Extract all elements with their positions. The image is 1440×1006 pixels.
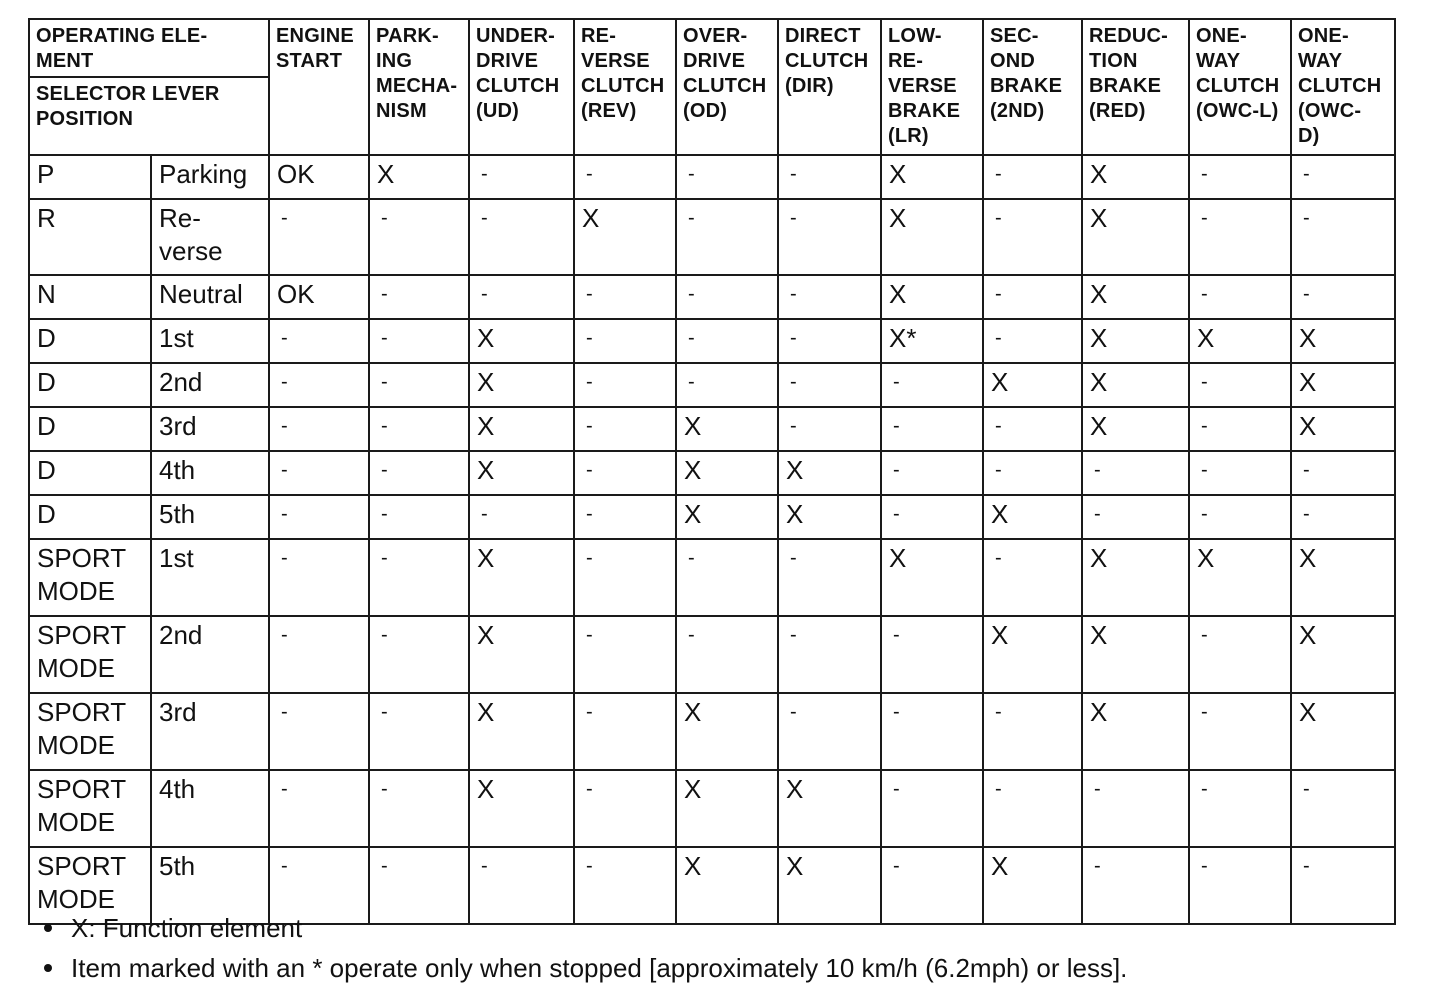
function-cell: - <box>1082 847 1189 924</box>
function-cell: - <box>676 616 778 693</box>
function-cell: X <box>983 495 1082 539</box>
function-cell: - <box>269 616 369 693</box>
function-cell: - <box>1189 495 1291 539</box>
selector-position-cell: SPORT MODE <box>29 616 151 693</box>
gear-cell: 1st <box>151 539 269 616</box>
function-cell: - <box>574 319 676 363</box>
function-cell: - <box>469 495 574 539</box>
col-header-reduction-brake: REDUC- TION BRAKE (RED) <box>1082 19 1189 155</box>
function-cell: - <box>881 451 983 495</box>
gear-cell: 5th <box>151 495 269 539</box>
col-header-low-reverse-brake: LOW- RE- VERSE BRAKE (LR) <box>881 19 983 155</box>
function-cell: - <box>269 319 369 363</box>
function-cell: X <box>778 495 881 539</box>
selector-position-cell: SPORT MODE <box>29 847 151 924</box>
bullet-icon <box>44 924 52 932</box>
function-cell: X <box>778 847 881 924</box>
function-cell: - <box>574 451 676 495</box>
function-cell: - <box>676 539 778 616</box>
function-cell: - <box>983 319 1082 363</box>
selector-position-cell: N <box>29 275 151 319</box>
function-cell: - <box>574 693 676 770</box>
function-cell: X <box>469 693 574 770</box>
function-cell: - <box>1082 495 1189 539</box>
table-row <box>29 407 1395 451</box>
function-cell: - <box>778 693 881 770</box>
operating-element-header: OPERATING ELE- MENT <box>29 19 269 77</box>
selector-position-cell: SPORT MODE <box>29 693 151 770</box>
function-cell: - <box>469 275 574 319</box>
function-cell: X <box>1291 363 1395 407</box>
function-cell: - <box>778 275 881 319</box>
gear-cell: Neutral <box>151 275 269 319</box>
function-cell: - <box>369 616 469 693</box>
function-cell: - <box>676 319 778 363</box>
function-cell: X <box>778 451 881 495</box>
function-cell: X <box>574 199 676 275</box>
function-cell: X <box>469 407 574 451</box>
function-cell: - <box>778 363 881 407</box>
selector-position-cell: D <box>29 319 151 363</box>
function-cell: - <box>1189 693 1291 770</box>
notes-list <box>44 908 1127 988</box>
table-row <box>29 693 1395 770</box>
function-cell: - <box>1189 451 1291 495</box>
function-cell: X <box>1189 539 1291 616</box>
selector-position-cell: D <box>29 363 151 407</box>
function-cell: - <box>676 363 778 407</box>
function-cell: X <box>469 616 574 693</box>
gear-cell: 1st <box>151 319 269 363</box>
function-cell: X <box>983 363 1082 407</box>
function-cell: - <box>469 199 574 275</box>
function-cell: X <box>469 539 574 616</box>
function-cell: - <box>269 770 369 847</box>
function-cell: - <box>369 199 469 275</box>
gear-cell: 2nd <box>151 363 269 407</box>
gear-cell: 2nd <box>151 616 269 693</box>
col-header-parking-mechanism: PARK- ING MECHA- NISM <box>369 19 469 155</box>
table-row <box>29 319 1395 363</box>
gear-cell: 3rd <box>151 407 269 451</box>
function-cell: X <box>881 275 983 319</box>
note-item <box>44 948 1127 988</box>
function-cell: - <box>269 363 369 407</box>
selector-lever-position-header: SELECTOR LEVER POSITION <box>29 77 269 155</box>
function-cell: - <box>574 770 676 847</box>
col-header-owc-l: ONE- WAY CLUTCH (OWC-L) <box>1189 19 1291 155</box>
function-cell: - <box>778 199 881 275</box>
note-text: Item marked with an * operate only when stopped [approximately 10 km/h (6.2mph) or less]. <box>71 953 1128 983</box>
table-row <box>29 495 1395 539</box>
function-cell: X <box>881 199 983 275</box>
function-cell: - <box>1189 847 1291 924</box>
function-cell: - <box>778 616 881 693</box>
gear-cell: 3rd <box>151 693 269 770</box>
table-row <box>29 363 1395 407</box>
function-cell: X <box>1082 155 1189 199</box>
function-cell: X <box>676 847 778 924</box>
col-header-overdrive-clutch: OVER- DRIVE CLUTCH (OD) <box>676 19 778 155</box>
function-cell: - <box>778 319 881 363</box>
function-cell: - <box>778 539 881 616</box>
function-cell: X <box>676 407 778 451</box>
function-cell: - <box>983 155 1082 199</box>
function-cell: - <box>574 539 676 616</box>
function-cell: - <box>1291 451 1395 495</box>
function-cell: - <box>1082 770 1189 847</box>
operating-element-table <box>28 18 1396 925</box>
selector-position-cell: SPORT MODE <box>29 539 151 616</box>
function-cell: - <box>778 407 881 451</box>
function-cell: - <box>1291 770 1395 847</box>
table-row <box>29 770 1395 847</box>
function-cell: - <box>983 199 1082 275</box>
function-cell: - <box>1291 495 1395 539</box>
function-cell: - <box>469 155 574 199</box>
col-header-second-brake: SEC- OND BRAKE (2ND) <box>983 19 1082 155</box>
function-cell: - <box>369 693 469 770</box>
function-cell: X <box>1189 319 1291 363</box>
function-cell: - <box>574 363 676 407</box>
function-cell: - <box>983 693 1082 770</box>
function-cell: - <box>269 847 369 924</box>
function-cell: - <box>881 363 983 407</box>
selector-position-cell: D <box>29 495 151 539</box>
function-cell: - <box>1189 770 1291 847</box>
function-cell: X <box>369 155 469 199</box>
selector-position-cell: D <box>29 451 151 495</box>
function-cell: - <box>574 616 676 693</box>
function-cell: - <box>676 275 778 319</box>
function-cell: - <box>983 451 1082 495</box>
function-cell: - <box>676 199 778 275</box>
function-cell: X <box>983 847 1082 924</box>
function-cell: - <box>369 539 469 616</box>
function-cell: - <box>1291 847 1395 924</box>
function-cell: - <box>369 451 469 495</box>
col-header-reverse-clutch: RE- VERSE CLUTCH (REV) <box>574 19 676 155</box>
function-cell: X <box>1082 693 1189 770</box>
function-cell: X <box>1082 199 1189 275</box>
function-cell: - <box>369 319 469 363</box>
selector-position-cell: P <box>29 155 151 199</box>
function-cell: - <box>269 451 369 495</box>
function-cell: X <box>469 451 574 495</box>
function-cell: X <box>1082 319 1189 363</box>
note-item <box>44 908 1127 948</box>
function-cell: X <box>676 451 778 495</box>
table-row <box>29 199 1395 275</box>
table-row <box>29 155 1395 199</box>
function-cell: - <box>469 847 574 924</box>
function-cell: - <box>1189 275 1291 319</box>
function-cell: X <box>469 363 574 407</box>
gear-cell: 4th <box>151 770 269 847</box>
function-cell: OK <box>269 155 369 199</box>
function-cell: - <box>1291 275 1395 319</box>
function-cell: - <box>269 495 369 539</box>
function-cell: - <box>1189 199 1291 275</box>
function-cell: - <box>1189 155 1291 199</box>
function-cell: X <box>1082 363 1189 407</box>
function-cell: - <box>574 275 676 319</box>
function-cell: - <box>778 155 881 199</box>
function-cell: - <box>1189 616 1291 693</box>
function-cell: - <box>1291 155 1395 199</box>
function-cell: - <box>574 847 676 924</box>
function-cell: X <box>881 155 983 199</box>
function-cell: X <box>676 693 778 770</box>
function-cell: - <box>369 275 469 319</box>
function-cell: - <box>881 495 983 539</box>
table-body <box>29 155 1395 924</box>
function-cell: - <box>881 616 983 693</box>
function-cell: X <box>1291 693 1395 770</box>
function-cell: X <box>676 770 778 847</box>
function-cell: - <box>983 539 1082 616</box>
function-cell: - <box>269 693 369 770</box>
function-cell: - <box>369 770 469 847</box>
function-cell: X <box>1291 319 1395 363</box>
function-cell: - <box>574 495 676 539</box>
function-cell: - <box>269 407 369 451</box>
function-cell: - <box>1291 199 1395 275</box>
gear-cell: Parking <box>151 155 269 199</box>
function-cell: - <box>269 539 369 616</box>
function-cell: - <box>1189 363 1291 407</box>
gear-cell: 4th <box>151 451 269 495</box>
function-cell: - <box>983 275 1082 319</box>
function-cell: X <box>469 319 574 363</box>
function-cell: X <box>1291 539 1395 616</box>
bullet-icon <box>44 964 52 972</box>
table-row <box>29 275 1395 319</box>
function-cell: X <box>983 616 1082 693</box>
function-cell: X <box>1291 407 1395 451</box>
function-cell: - <box>269 199 369 275</box>
function-cell: X <box>1082 616 1189 693</box>
note-text: X: Function element <box>71 913 303 943</box>
function-cell: - <box>676 155 778 199</box>
function-cell: - <box>1189 407 1291 451</box>
col-header-engine-start: ENGINE START <box>269 19 369 155</box>
function-cell: - <box>1082 451 1189 495</box>
function-cell: - <box>983 770 1082 847</box>
selector-position-cell: R <box>29 199 151 275</box>
function-cell: - <box>574 155 676 199</box>
function-cell: - <box>881 693 983 770</box>
col-header-underdrive-clutch: UNDER- DRIVE CLUTCH (UD) <box>469 19 574 155</box>
function-cell: X* <box>881 319 983 363</box>
function-cell: OK <box>269 275 369 319</box>
selector-position-cell: SPORT MODE <box>29 770 151 847</box>
function-cell: X <box>881 539 983 616</box>
function-cell: - <box>369 847 469 924</box>
function-cell: - <box>574 407 676 451</box>
function-cell: X <box>1082 275 1189 319</box>
function-cell: - <box>369 407 469 451</box>
table-row <box>29 451 1395 495</box>
function-cell: X <box>676 495 778 539</box>
function-cell: - <box>369 495 469 539</box>
table-row <box>29 539 1395 616</box>
function-cell: X <box>1082 539 1189 616</box>
selector-position-cell: D <box>29 407 151 451</box>
function-cell: X <box>469 770 574 847</box>
function-cell: - <box>881 407 983 451</box>
function-cell: - <box>881 847 983 924</box>
function-cell: - <box>369 363 469 407</box>
function-cell: X <box>1291 616 1395 693</box>
table-row <box>29 616 1395 693</box>
function-cell: X <box>778 770 881 847</box>
function-cell: X <box>1082 407 1189 451</box>
col-header-direct-clutch: DIRECT CLUTCH (DIR) <box>778 19 881 155</box>
function-cell: - <box>983 407 1082 451</box>
gear-cell: 5th <box>151 847 269 924</box>
gear-cell: Re- verse <box>151 199 269 275</box>
function-cell: - <box>881 770 983 847</box>
col-header-owc-d: ONE- WAY CLUTCH (OWC- D) <box>1291 19 1395 155</box>
